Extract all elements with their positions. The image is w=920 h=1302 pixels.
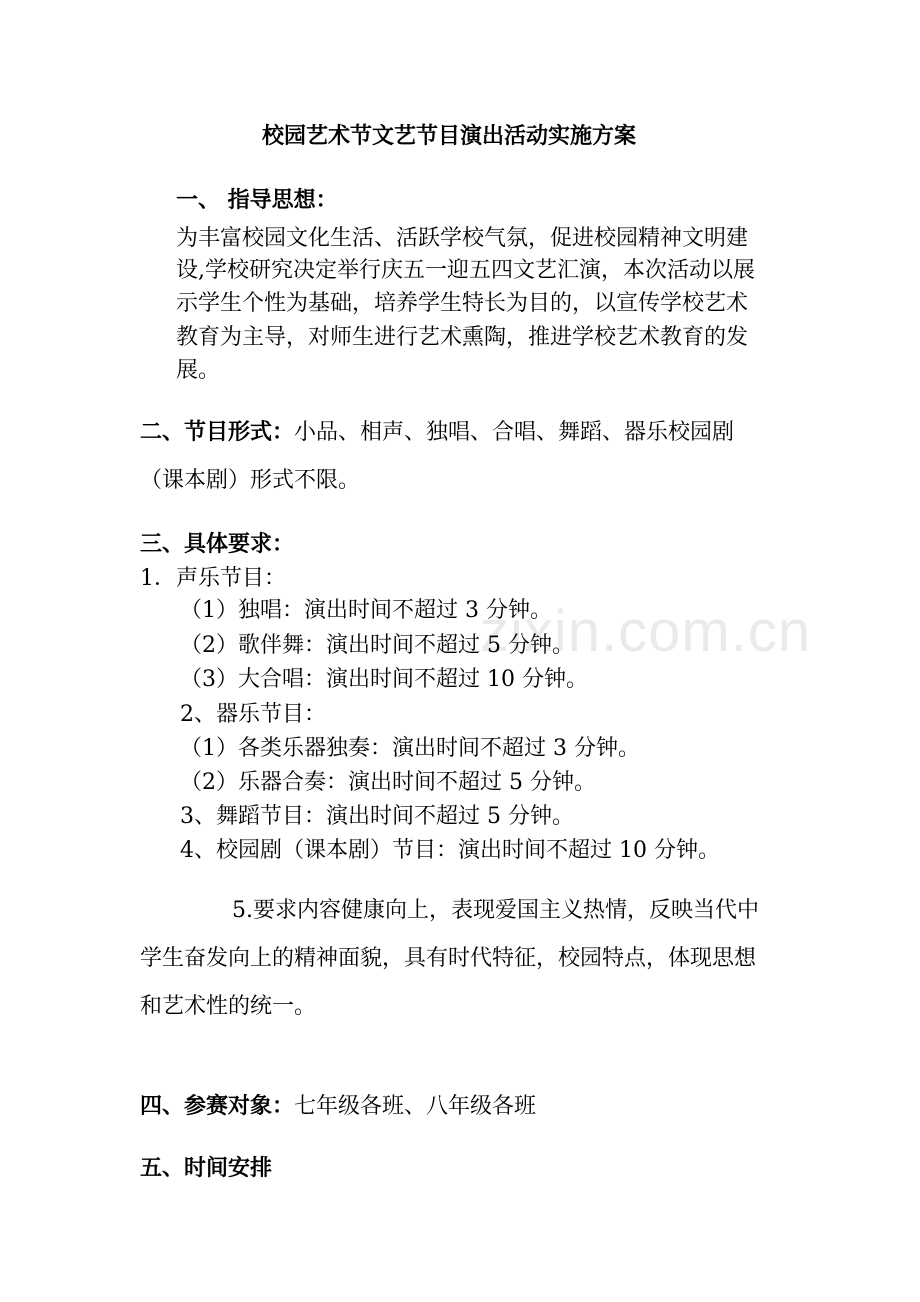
section3-heading: 三、具体要求：: [140, 532, 295, 557]
section4-row: [140, 1092, 536, 1122]
document-title: 校园艺术节文艺节目演出活动实施方案: [262, 124, 637, 149]
item5-line: 和艺术性的统一。: [140, 994, 317, 1019]
item2-heading: 2、器乐节目：: [180, 702, 326, 727]
section1-heading: 一、 指导思想：: [176, 188, 338, 213]
section2-row: [140, 418, 734, 448]
section5-heading: 五、时间安排: [140, 1156, 273, 1181]
section2-text-continued: （课本剧）形式不限。: [140, 468, 361, 493]
item5-line: 学生奋发向上的精神面貌，具有时代特征，校园特点，体现思想: [140, 946, 757, 971]
section2-text: 小品、相声、独唱、合唱、舞蹈、器乐校园剧: [294, 420, 735, 445]
item1-sub: （3）大合唱：演出时间不超过 10 分钟。: [180, 667, 588, 692]
item5-line: 5.要求内容健康向上，表现爱国主义热情，反映当代中: [232, 898, 759, 923]
item2-sub: （2）乐器合奏：演出时间不超过 5 分钟。: [180, 770, 596, 795]
section1-line: 教育为主导，对师生进行艺术熏陶，推进学校艺术教育的发: [176, 325, 749, 350]
section2-heading: 二、节目形式：: [140, 420, 295, 445]
section1-line: 为丰富校园文化生活、活跃学校气氛，促进校园精神文明建: [176, 226, 749, 251]
section4-heading: 四、参赛对象：: [140, 1094, 295, 1119]
item4: 4、校园剧（课本剧）节目：演出时间不超过 10 分钟。: [180, 838, 720, 863]
section1-line: 展。: [176, 358, 221, 383]
section4-text: 七年级各班、八年级各班: [294, 1094, 537, 1119]
item1-heading: 1．声乐节目：: [140, 566, 286, 591]
item2-sub: （1）各类乐器独奏：演出时间不超过 3 分钟。: [180, 736, 640, 761]
section1-line: 示学生个性为基础，培养学生特长为目的，以宣传学校艺术: [176, 291, 749, 316]
item1-sub: （1）独唱：演出时间不超过 3 分钟。: [180, 598, 552, 623]
item1-sub: （2）歌伴舞：演出时间不超过 5 分钟。: [180, 633, 574, 658]
section1-line: 设,学校研究决定举行庆五一迎五四文艺汇演，本次活动以展: [176, 258, 755, 283]
watermark: zixin.com.cn: [480, 599, 812, 664]
item3: 3、舞蹈节目：演出时间不超过 5 分钟。: [180, 804, 574, 829]
